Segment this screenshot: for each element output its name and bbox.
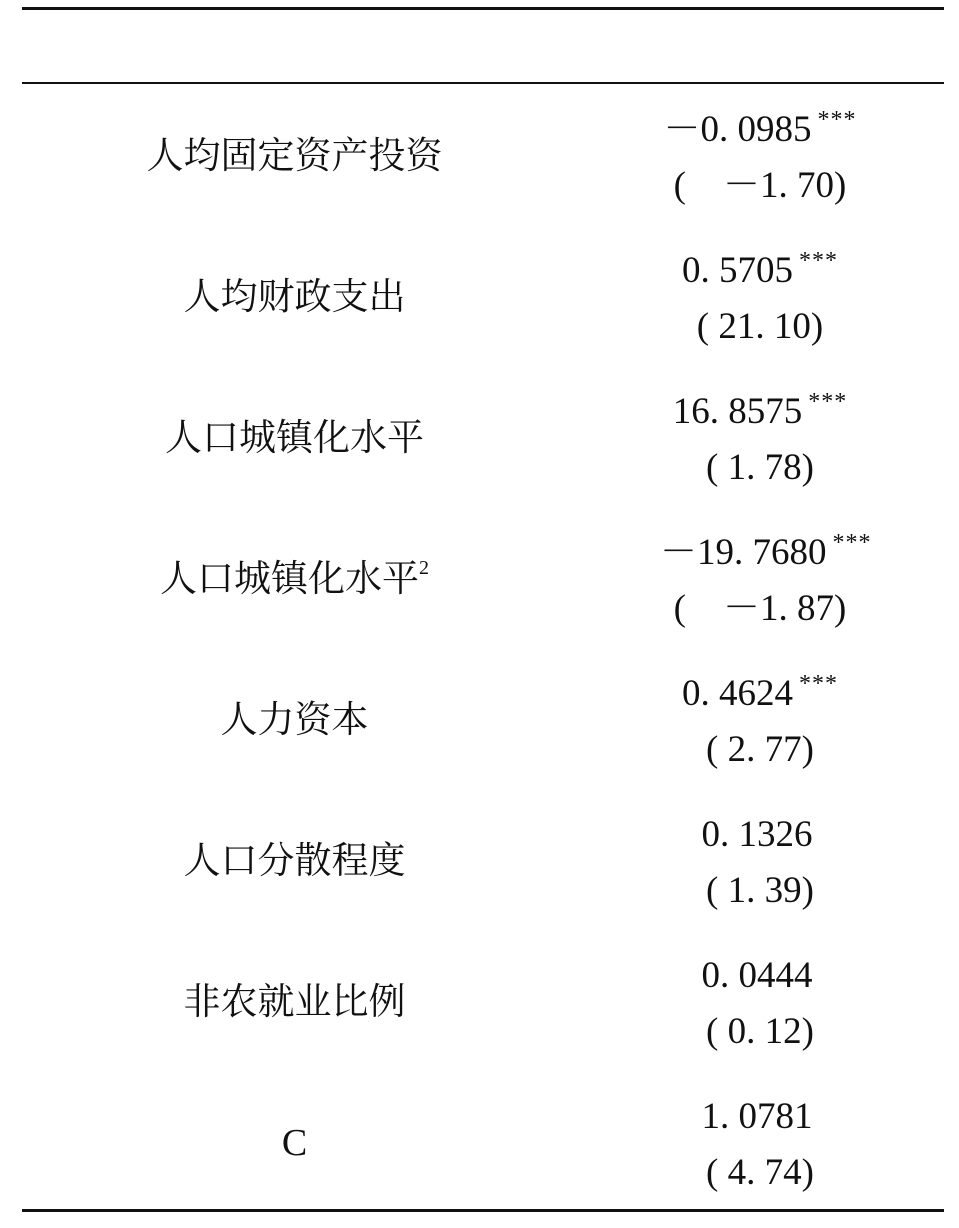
- coefficient-number: 16. 8575: [672, 391, 803, 432]
- significance-stars: ***: [817, 107, 857, 133]
- coefficient-value: [660, 104, 860, 156]
- variable-label: [22, 1113, 567, 1173]
- significance-stars: ***: [799, 671, 838, 697]
- table-row: [22, 946, 944, 1087]
- coefficient-number: 0. 1326: [701, 814, 813, 855]
- variable-label: [22, 126, 567, 186]
- coefficient-number: －19. 7680: [660, 532, 827, 573]
- variable-name: 人力资本: [220, 698, 369, 741]
- coefficient-value: [660, 245, 860, 297]
- coefficient-number: 0. 0444: [701, 955, 813, 996]
- t-statistic: ( 4. 74): [706, 1152, 814, 1193]
- coefficient-value: [660, 1091, 860, 1143]
- table-row: [22, 1087, 944, 1228]
- significance-stars: ***: [808, 389, 848, 415]
- coefficient-number: 1. 0781: [701, 1096, 813, 1137]
- variable-name: C: [281, 1122, 308, 1164]
- table-row: [22, 382, 944, 523]
- variable-label: [22, 267, 567, 327]
- table-row: [22, 241, 944, 382]
- table-row: [22, 100, 944, 241]
- table-body: [22, 100, 944, 1228]
- variable-label: [22, 549, 567, 609]
- table-row: [22, 805, 944, 946]
- variable-name: 人均财政支出: [183, 275, 406, 318]
- variable-name: 人均固定资产投资: [146, 134, 443, 177]
- table-bottom-rule: [22, 1209, 944, 1212]
- coefficient-value: [660, 527, 872, 579]
- coefficient-value: [660, 668, 860, 720]
- variable-label: [22, 690, 567, 750]
- t-statistic: ( 1. 39): [706, 870, 814, 911]
- variable-name: 人口城镇化水平: [160, 557, 419, 600]
- t-statistic: ( 2. 77): [706, 729, 814, 770]
- variable-superscript: 2: [419, 556, 429, 579]
- significance-stars: ***: [832, 530, 872, 556]
- t-statistic: ( 21. 10): [696, 306, 824, 347]
- variable-name: 人口分散程度: [183, 839, 406, 882]
- coefficient-number: 0. 4624: [682, 673, 793, 714]
- variable-label: [22, 408, 567, 468]
- coefficient-number: 0. 5705: [682, 250, 793, 291]
- coefficient-value: [660, 809, 860, 861]
- t-statistic: ( 1. 78): [706, 447, 814, 488]
- variable-name: 非农就业比例: [183, 980, 406, 1023]
- t-statistic: ( －1. 70): [673, 165, 847, 206]
- coefficient-number: －0. 0985: [663, 109, 812, 150]
- table-header-row: [22, 10, 944, 82]
- table-row: [22, 664, 944, 805]
- t-statistic: ( 0. 12): [706, 1011, 814, 1052]
- variable-label: [22, 972, 567, 1032]
- significance-stars: ***: [799, 248, 838, 274]
- coefficient-value: [660, 386, 860, 438]
- coefficient-value: [660, 950, 860, 1002]
- t-statistic: ( －1. 87): [673, 588, 847, 629]
- table-header-rule: [22, 82, 944, 84]
- variable-label: [22, 831, 567, 891]
- variable-name: 人口城镇化水平: [165, 416, 424, 459]
- table-row: [22, 523, 944, 664]
